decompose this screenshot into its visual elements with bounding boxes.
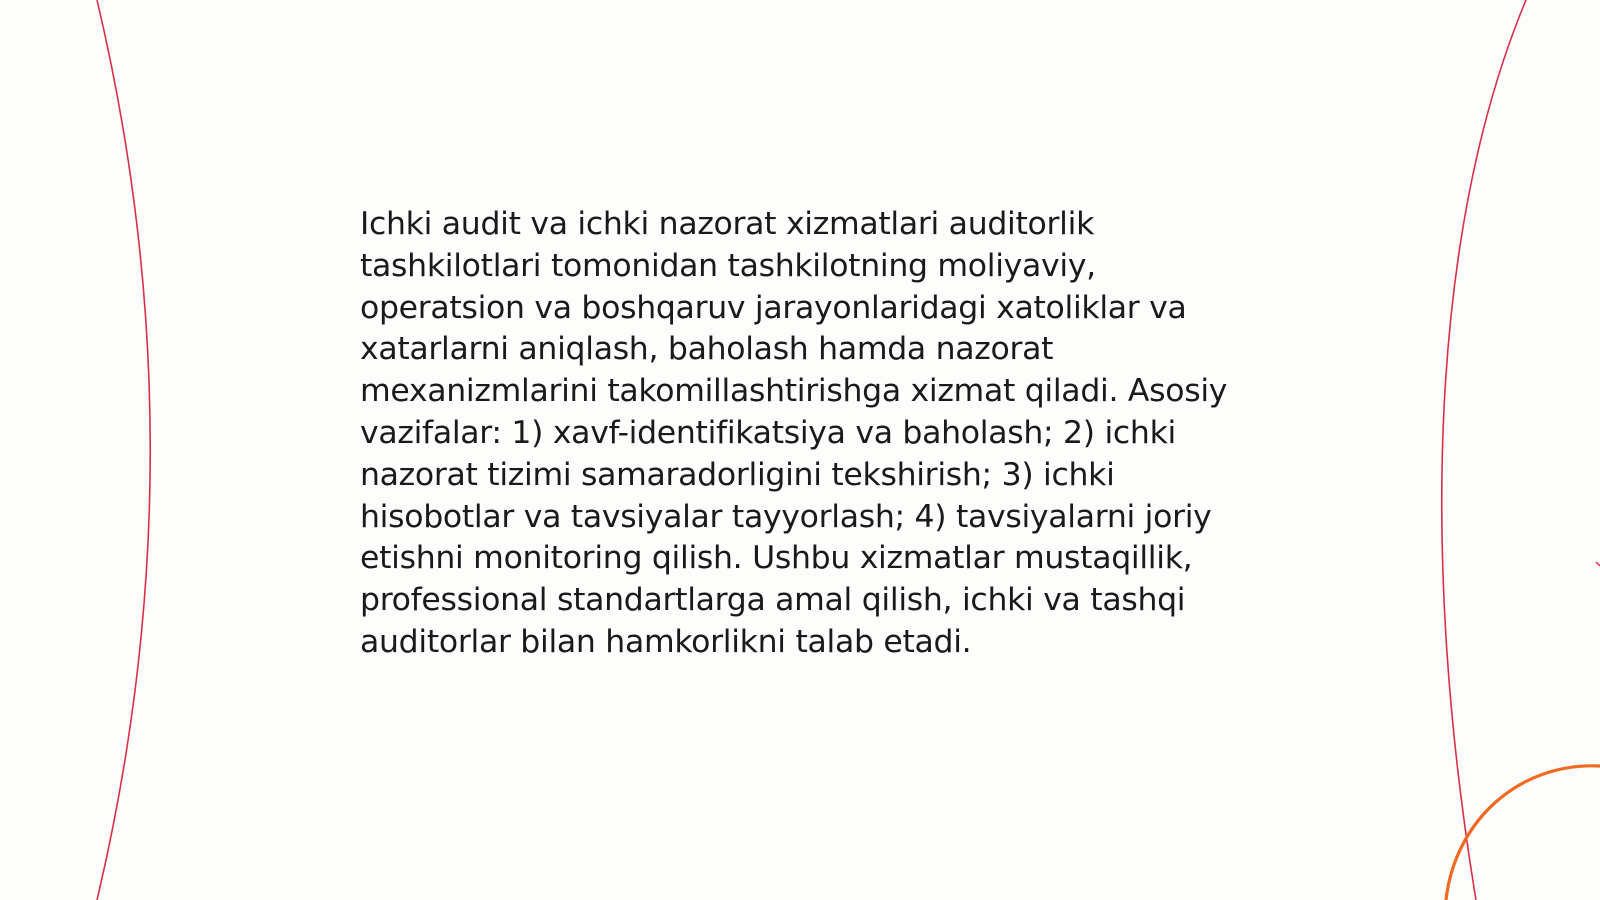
slide-body-text: Ichki audit va ichki nazorat xizmatlari auditorlik tashkilotlari tomonidan tashkilotning moliyaviy, operatsion va boshqaruv jarayonlaridagi xatoliklar va xatarlarni aniqlash, baholash hamda nazorat mexanizmlarini takomillashtirishga xizmat qiladi. Asosiy vazifalar: 1) xavf-identifikatsiya va baholash; 2) ichki nazorat tizimi samaradorligini tekshirish; 3) ichki hisobotlar va tavsiyalar tayyorlash; 4) tavsiyalarni joriy etishni monitoring qilish. Ushbu xizmatlar mustaqillik, professional standartlarga amal qilish, ichki va tashqi auditorlar bilan hamkorlikni talab etadi. [360, 206, 1228, 660]
small-tick [1596, 562, 1600, 566]
accent-arc [1446, 766, 1600, 900]
right-curve [1442, 0, 1526, 900]
left-curve [97, 0, 150, 900]
